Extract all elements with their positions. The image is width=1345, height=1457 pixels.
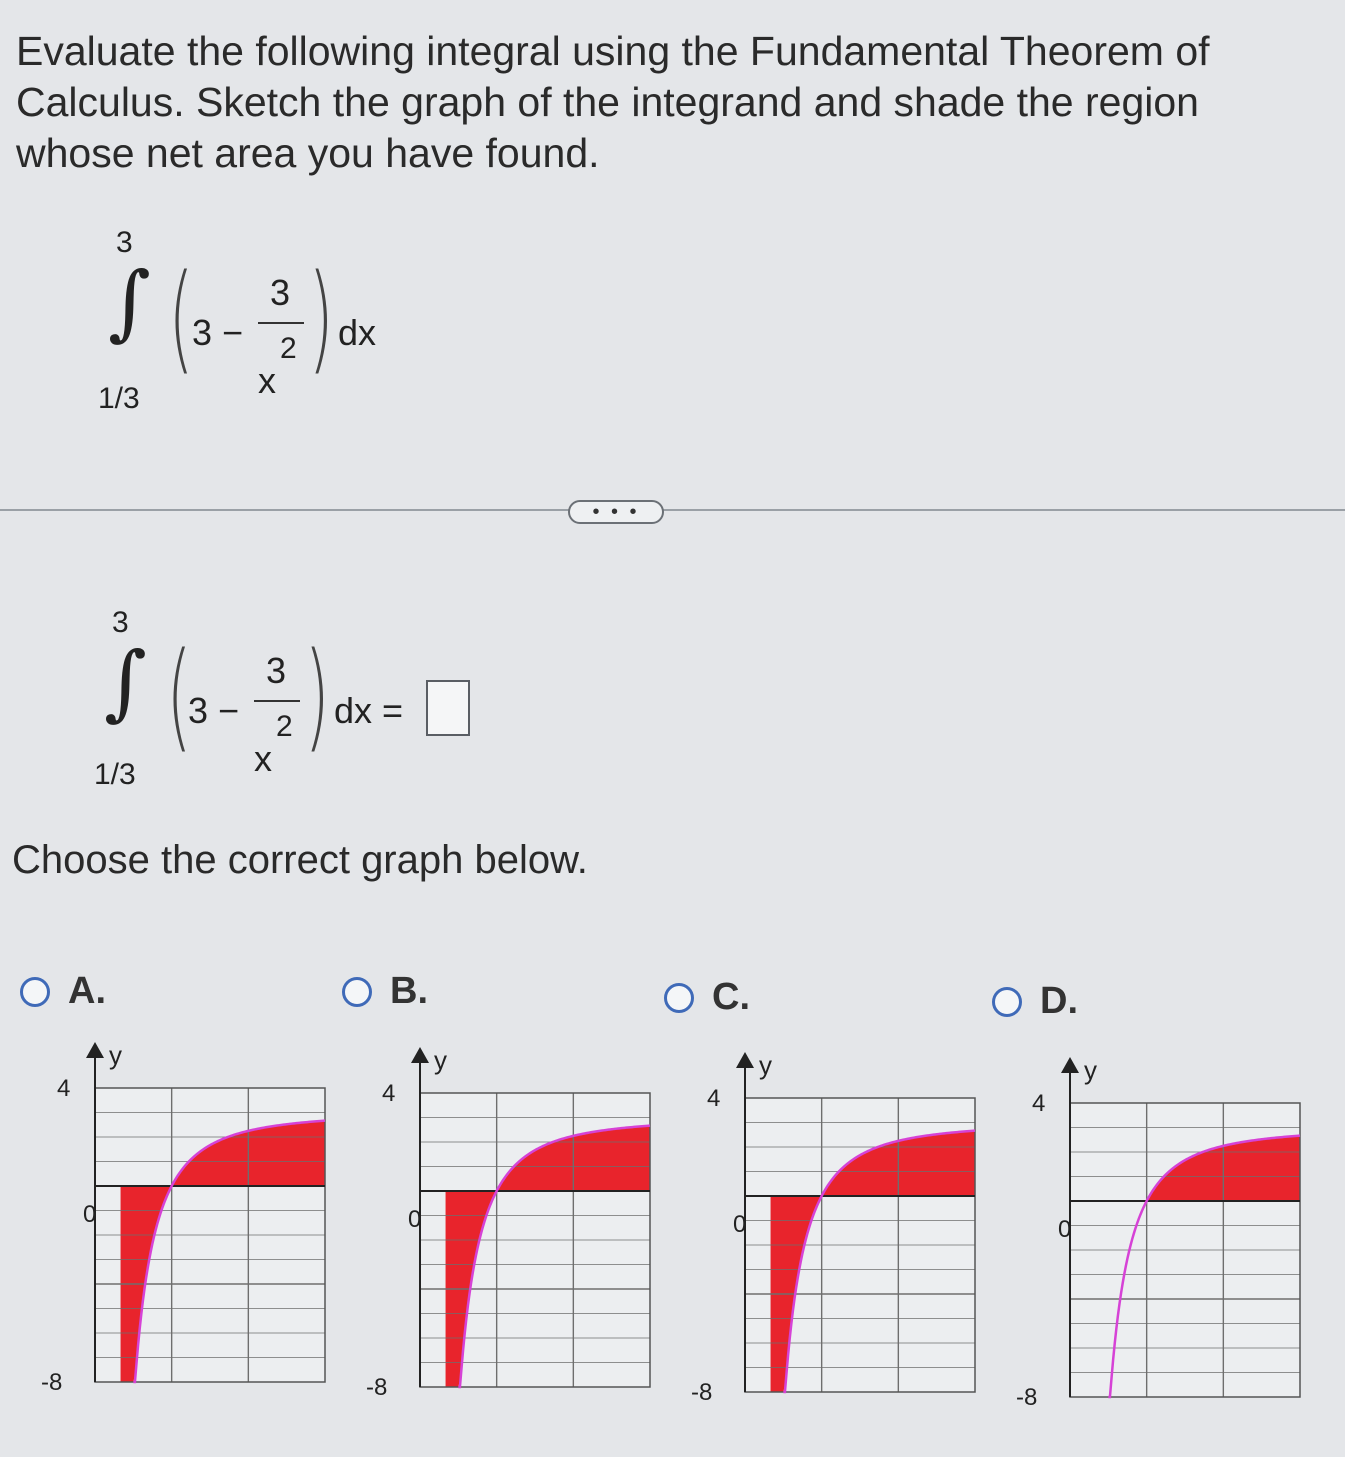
expand-more-button[interactable]: • • •: [568, 500, 664, 524]
y-tick-label-top: 4: [1032, 1090, 1046, 1117]
y-tick-label-zero: 0: [408, 1206, 422, 1233]
y-axis-label: y: [109, 1040, 122, 1070]
integrand-exponent: 2: [276, 710, 293, 743]
y-tick-label-top: 4: [57, 1075, 71, 1102]
y-axis-arrow: [86, 1042, 104, 1058]
graph-c[interactable]: [650, 1040, 990, 1415]
radio-b[interactable]: [342, 977, 372, 1007]
left-paren: (: [166, 626, 192, 764]
option-d[interactable]: [992, 980, 1078, 1023]
right-paren: ): [308, 248, 334, 386]
y-tick-label-bottom: -8: [691, 1379, 713, 1406]
option-d-label: D.: [1040, 980, 1078, 1022]
y-axis-arrow: [411, 1047, 429, 1063]
y-tick-label-zero: 0: [1058, 1216, 1072, 1243]
fraction-bar: [254, 700, 300, 702]
y-axis-label: y: [759, 1050, 772, 1080]
right-paren: ): [304, 626, 330, 764]
option-b[interactable]: [342, 970, 428, 1013]
left-paren: (: [168, 248, 194, 386]
fraction-bar: [258, 322, 304, 324]
y-tick-label-top: 4: [382, 1080, 396, 1107]
integral-upper-limit: 3: [116, 226, 133, 259]
integrand-denominator: x: [254, 738, 272, 779]
integrand-numerator: 3: [270, 272, 291, 313]
y-tick-label-zero: 0: [83, 1201, 97, 1228]
y-axis-label: y: [1084, 1055, 1097, 1085]
integral-lower-limit: 1/3: [98, 382, 140, 415]
y-axis-arrow: [736, 1052, 754, 1068]
integral-lower-limit: 1/3: [94, 758, 136, 791]
integrand-numerator: 3: [266, 650, 287, 691]
graph-d[interactable]: [975, 1045, 1315, 1420]
integrand-minus: −: [222, 312, 244, 353]
integrand-denominator: x: [258, 360, 276, 401]
y-tick-label-zero: 0: [733, 1211, 747, 1238]
radio-c[interactable]: [664, 983, 694, 1013]
answer-input[interactable]: [426, 680, 470, 736]
integrand-constant: 3: [192, 312, 213, 353]
graph-a[interactable]: [0, 1030, 340, 1405]
radio-a[interactable]: [20, 977, 50, 1007]
y-tick-label-bottom: -8: [41, 1369, 63, 1396]
option-b-label: B.: [390, 970, 428, 1012]
y-axis-label: y: [434, 1045, 447, 1075]
choose-prompt: Choose the correct graph below.: [12, 838, 588, 882]
integrand-dx: dx: [338, 312, 377, 353]
option-c[interactable]: [664, 976, 750, 1019]
integral-sign: ∫: [104, 635, 147, 730]
option-a-label: A.: [68, 970, 106, 1012]
integral-sign: ∫: [108, 255, 151, 350]
integrand-constant: 3: [188, 690, 209, 731]
radio-d[interactable]: [992, 987, 1022, 1017]
integrand-minus: −: [218, 690, 240, 731]
integrand-exponent: 2: [280, 332, 297, 365]
y-tick-label-top: 4: [707, 1085, 721, 1112]
integral-upper-limit: 3: [112, 606, 129, 639]
graph-b[interactable]: [325, 1035, 665, 1410]
problem-statement: Evaluate the following integral using the Fundamental Theorem of Calculus. Sketch the graph of the integrand and shade the region whose net area you have found.: [16, 28, 1210, 176]
y-tick-label-bottom: -8: [366, 1374, 388, 1401]
integrand-dx-equals: dx =: [334, 690, 404, 731]
y-axis-arrow: [1061, 1057, 1079, 1073]
y-tick-label-bottom: -8: [1016, 1384, 1038, 1411]
option-a[interactable]: [20, 970, 106, 1013]
option-c-label: C.: [712, 976, 750, 1018]
section-divider: [0, 509, 1345, 511]
